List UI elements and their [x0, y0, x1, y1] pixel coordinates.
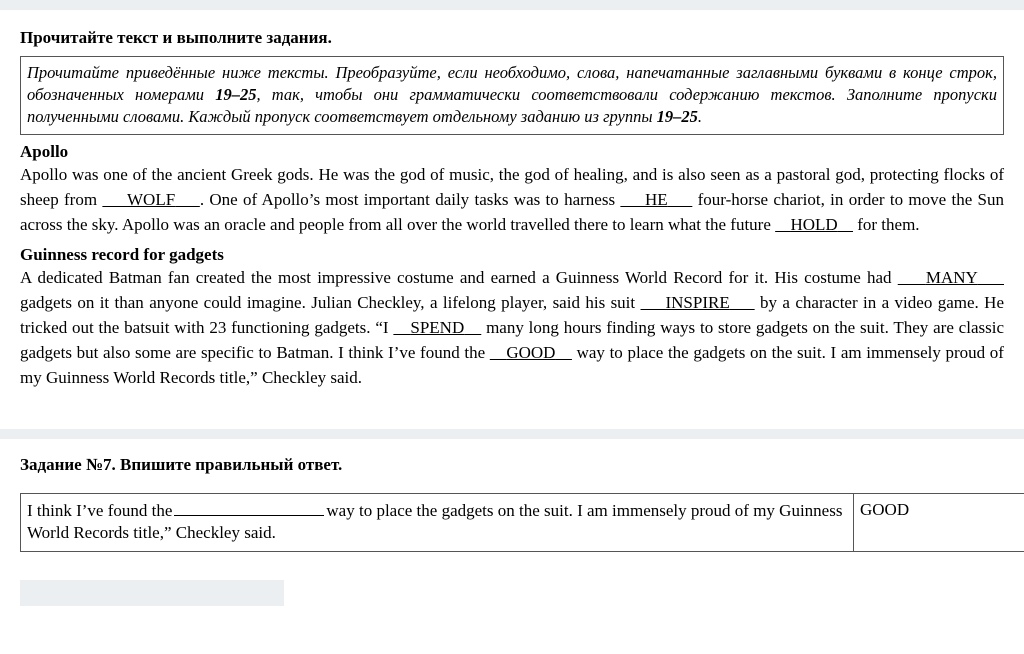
top-spacer-bar [0, 0, 1024, 10]
instruction-part-1: Прочитайте приведённые ниже тексты. Преобразуйте, если необходимо, слова, напечатанные заглавными буквами в конце строк, обозначенных номерами [27, 63, 997, 104]
answer-word: GOOD [506, 342, 556, 362]
answer-word: HOLD [790, 214, 838, 234]
task-question-cell [21, 494, 854, 552]
answer-hold [775, 215, 853, 234]
text-run: . One of Apollo’s most important daily tasks was to harness [199, 189, 621, 209]
instruction-text [27, 62, 997, 128]
answer-he [620, 190, 692, 209]
table-row [21, 494, 1024, 552]
answer-word: MANY [925, 267, 978, 287]
text-run: by a character in a video game. He tricked out the batsuit with 23 functioning gadgets. “I [20, 292, 1004, 337]
answer-word: INSPIRE [665, 292, 730, 312]
text-title-guinness: Guinness record for gadgets [20, 244, 224, 264]
answer-word: WOLF [127, 189, 176, 209]
answer-input[interactable] [20, 580, 284, 606]
text-body-apollo [20, 163, 1004, 238]
answer-task-section [0, 455, 1024, 552]
answer-many [898, 268, 1004, 287]
task-heading: Задание №7. Впишите правильный ответ. [20, 455, 343, 474]
text-run: way to place the gadgets on the suit. I am immensely proud of my Guinness World Records title,” Checkley said. [20, 342, 1004, 387]
text-run: Apollo was one of the ancient Greek gods. He was the god of music, the god of healing, and is also seen as a pastoral god, protecting flocks of sheep from [20, 164, 1004, 209]
instruction-part-2: , так, чтобы они грамматически соответствовали содержанию текстов. Заполните пропуски полученными словами. Каждый пропуск соответствует отдельному заданию из группы [27, 84, 998, 126]
task-answer-cell: GOOD [854, 494, 1024, 552]
section-divider [0, 429, 1024, 439]
text-run: gadgets on it than anyone could imagine. Julian Checkley, a lifelong player, said his suit [20, 292, 641, 312]
answer-inspire [641, 293, 755, 312]
text-run: four-horse chariot, in order to move the Sun across the sky. Apollo was an oracle and people from all over the world travelled there to learn what the future [20, 189, 1005, 234]
answer-wolf [102, 190, 199, 209]
instruction-box [20, 56, 1004, 135]
instruction-range-1: 19–25 [215, 84, 257, 104]
task-table [20, 493, 1024, 552]
instruction-range-2: 19–25 [656, 106, 698, 126]
section-heading: Прочитайте текст и выполните задания. [20, 28, 332, 47]
question-text-after: way to place the gadgets on the suit. I am immensely proud of my Guinness World Records title,” Checkley said. [27, 501, 843, 542]
answer-gap-line [174, 499, 324, 516]
text-body-guinness [20, 266, 1004, 391]
text-title-apollo: Apollo [20, 141, 69, 161]
answer-word: HE [645, 189, 668, 209]
answer-good [490, 343, 572, 362]
reading-task-section [0, 10, 1024, 391]
question-text-before: I think I’ve found the [27, 501, 173, 521]
text-run: for them. [852, 214, 920, 234]
answer-spend [393, 318, 481, 337]
instruction-part-3: . [697, 106, 703, 126]
text-run: A dedicated Batman fan created the most impressive costume and earned a Guinness World Record for it. His costume had [20, 267, 898, 287]
text-run: many long hours finding ways to store gadgets on the suit. They are classic gadgets but also some are specific to Batman. I think I’ve found the [20, 317, 1004, 362]
answer-word: SPEND [410, 317, 465, 337]
